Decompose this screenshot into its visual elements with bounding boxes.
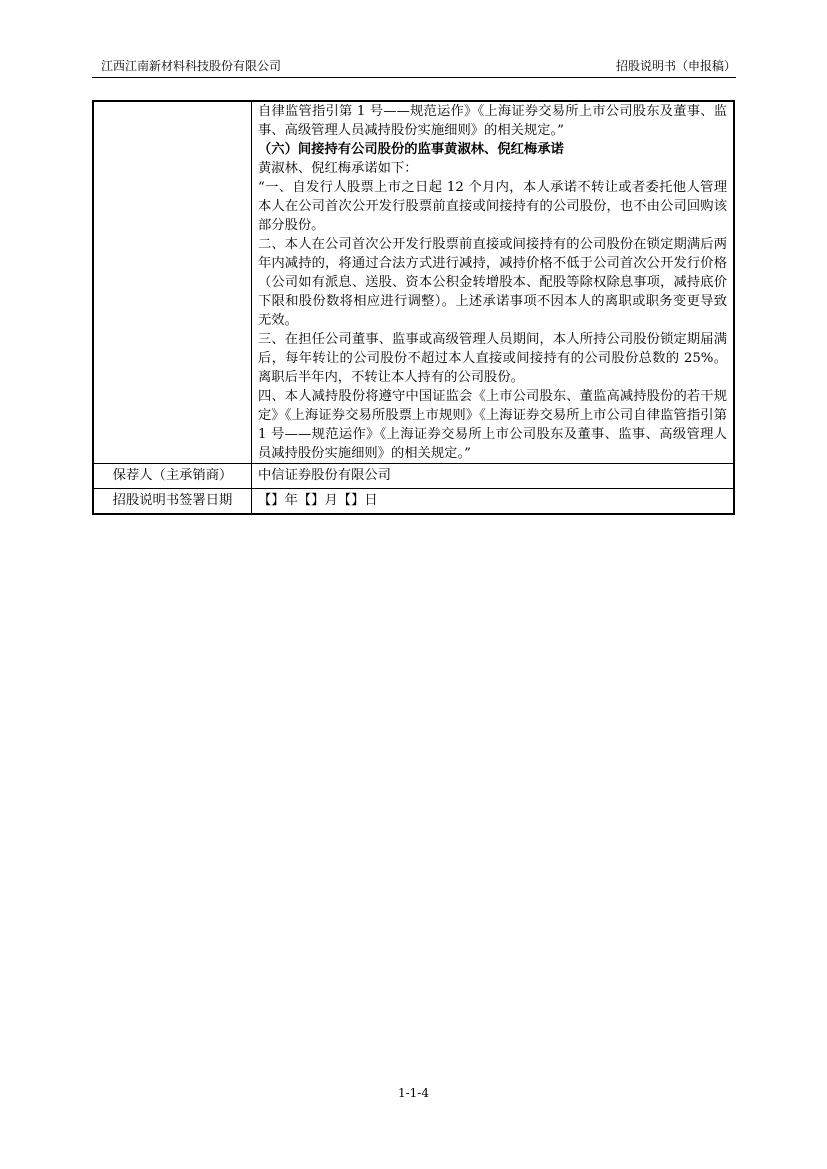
table-row [93, 489, 734, 515]
commitment-paragraph: 四、本人减持股份将遵守中国证监会《上市公司股东、董监高减持股份的若干规定》《上海证券交易所股票上市规则》《上海证券交易所上市公司自律监管指引第 1 号——规范运作》《上海证券交易所上市公司股东及董事、监事、高级管理人员减持股份实施细则》的相关规定。” [258, 389, 727, 461]
commitment-paragraph: 二、本人在公司首次公开发行股票前直接或间接持有的公司股份在锁定期满后两年内减持的，将通过合法方式进行减持，减持价格不低于公司首次公开发行价格（公司如有派息、送股、资本公积金转增股本、配股等除权除息事项，减持底价下限和股份数将相应进行调整）。上述承诺事项不因本人的离职或职务变更导致无效。 [258, 237, 727, 328]
signing-date-label: 招股说明书签署日期 [93, 489, 252, 515]
commitment-section-heading: （六）间接持有公司股份的监事黄淑林、倪红梅承诺 [258, 142, 564, 157]
table-row [93, 464, 734, 489]
signing-date-value: 【】年【】月【】日 [252, 489, 735, 515]
commitment-paragraph: 三、在担任公司董事、监事或高级管理人员期间，本人所持公司股份锁定期届满后，每年转让的公司股份不超过本人直接或间接持有的公司股份总数的 25%。离职后半年内，不转让本人持有的公司股份。 [258, 332, 727, 385]
header-document-title: 招股说明书（申报稿） [615, 59, 736, 73]
page-header [101, 58, 736, 74]
issuance-summary-table [92, 100, 735, 515]
page-number: 1-1-4 [397, 1086, 429, 1100]
commitment-paragraph: “一、自发行人股票上市之日起 12 个月内，本人承诺不转让或者委托他人管理本人在公司首次公开发行股票前直接或间接持有的公司股份，也不由公司回购该部分股份。 [258, 180, 727, 233]
table-row [93, 101, 734, 464]
commitment-paragraph: 自律监管指引第 1 号——规范运作》《上海证券交易所上市公司股东及董事、监事、高级管理人员减持股份实施细则》的相关规定。” [258, 104, 727, 138]
sponsor-value: 中信证券股份有限公司 [252, 464, 735, 489]
empty-label-cell [93, 101, 252, 464]
header-rule [92, 77, 736, 78]
sponsor-label: 保荐人（主承销商） [93, 464, 252, 489]
commitment-paragraph: 黄淑林、倪红梅承诺如下： [258, 161, 418, 176]
header-company-name: 江西江南新材料科技股份有限公司 [101, 59, 282, 73]
commitment-content-cell [252, 101, 735, 464]
